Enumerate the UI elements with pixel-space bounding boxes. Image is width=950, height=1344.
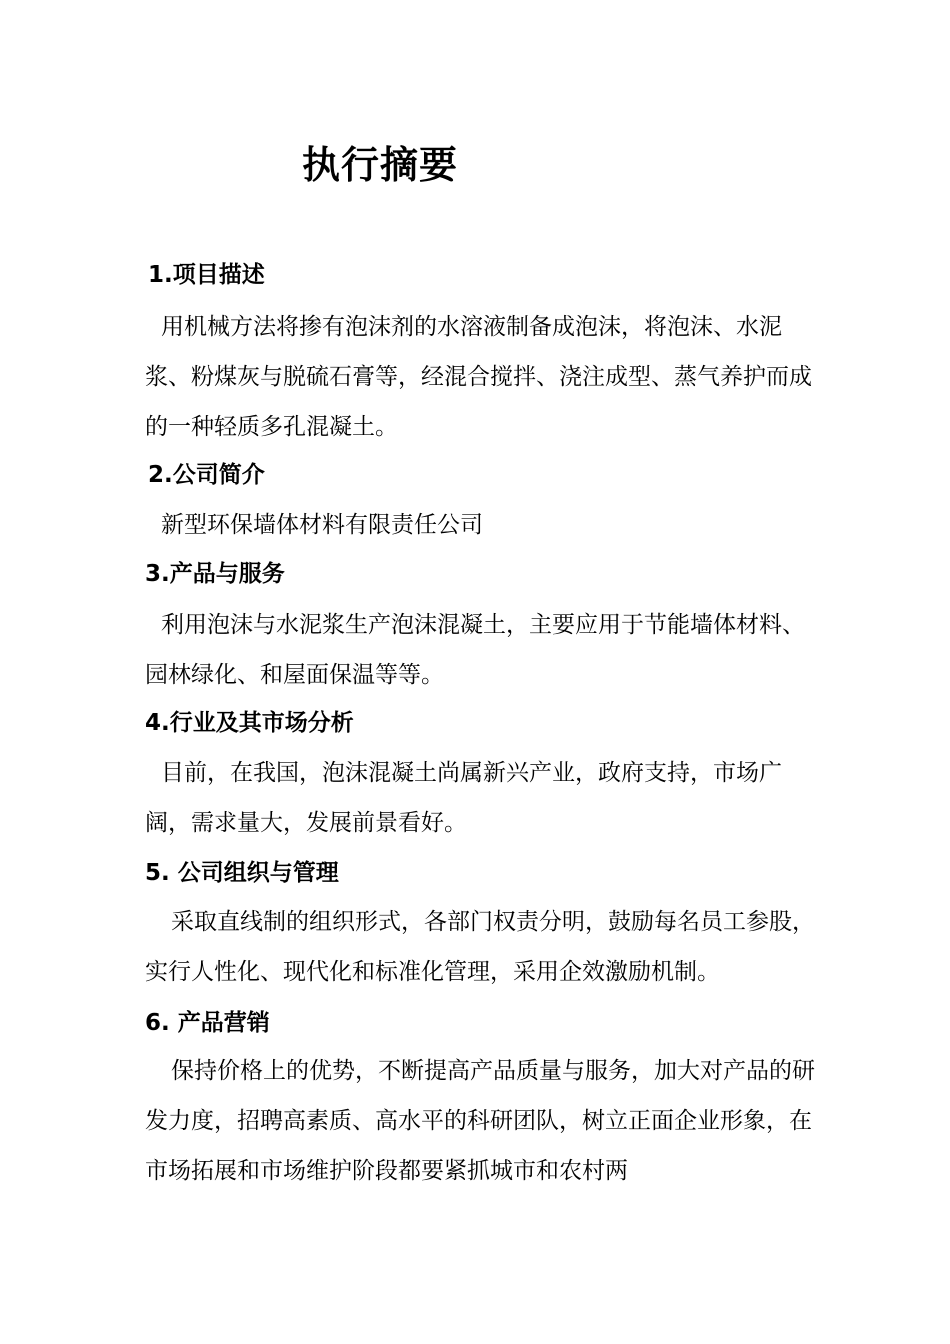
section-body-market-analysis: 目前，在我国，泡沫混凝土尚属新兴产业，政府支持，市场广阔，需求量大，发展前景看好。: [145, 760, 782, 836]
section-body-company-profile: 新型环保墙体材料有限责任公司: [161, 512, 483, 538]
section-heading-market-analysis: 4.行业及其市场分析: [145, 710, 354, 736]
page-title: 执行摘要: [302, 143, 459, 187]
section-heading-marketing: 6. 产品营销: [145, 1010, 270, 1036]
section-heading-organization-management: 5. 公司组织与管理: [145, 860, 339, 886]
section-heading-products-services: 3.产品与服务: [145, 561, 285, 587]
section-heading-company-profile: 2.公司简介: [148, 462, 265, 488]
section-body-products-services: 利用泡沫与水泥浆生产泡沫混凝土，主要应用于节能墙体材料、园林绿化、和屋面保温等等。: [145, 612, 805, 688]
section-heading-project-description: 1.项目描述: [148, 262, 265, 288]
section-body-project-description: 用机械方法将掺有泡沫剂的水溶液制备成泡沫，将泡沫、水泥浆、粉煤灰与脱硫石膏等，经混合搅拌、浇注成型、蒸气养护而成的一种轻质多孔混凝土。: [145, 314, 812, 440]
section-body-marketing: 保持价格上的优势，不断提高产品质量与服务，加大对产品的研发力度，招聘高素质、高水平的科研团队，树立正面企业形象，在市场拓展和市场维护阶段都要紧抓城市和农村两: [145, 1058, 815, 1184]
section-body-organization-management: 采取直线制的组织形式，各部门权责分明，鼓励每名员工参股，实行人性化、现代化和标准化管理，采用企效激励机制。: [145, 909, 815, 985]
